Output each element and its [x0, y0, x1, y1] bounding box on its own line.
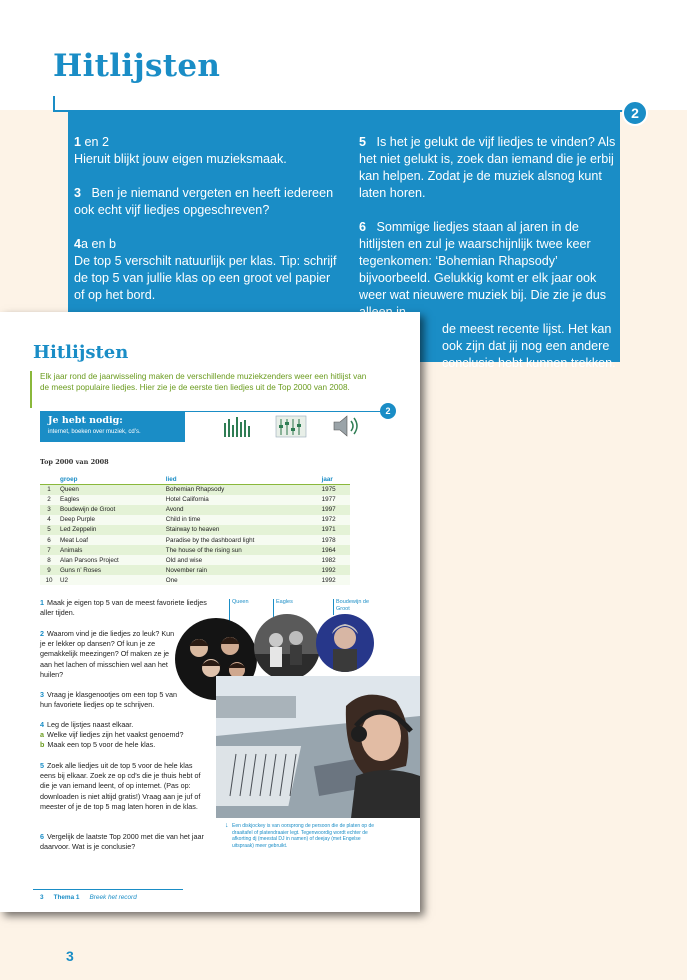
table-row: [40, 565, 350, 575]
cell-group: U2: [58, 575, 164, 585]
cell-song: The house of the rising sun: [164, 545, 320, 555]
question-2: 2 Waarom vind je die liedjes zo leuk? Kun je er lekker op dansen? Of kun je ze gemakkelijk meezingen? Of maken ze je aan het lachen of misschien wel aan het huilen?: [40, 629, 175, 679]
cell-song: Old and wise: [164, 555, 320, 565]
top2000-table: [40, 475, 350, 585]
intro-text: Elk jaar rond de jaarwisseling maken de verschillende muziekzenders weer een hitlijst van de meest populaire liedjes. Hier zie je de eerste tien liedjes uit de Top 2000 van 2008.: [40, 372, 367, 392]
cell-song: Avond: [164, 505, 320, 515]
table-row: [40, 555, 350, 565]
table-row: [40, 575, 350, 585]
table-row: [40, 525, 350, 535]
cell-song: One: [164, 575, 320, 585]
cell-song: Stairway to heaven: [164, 525, 320, 535]
cell-year: 1964: [320, 545, 350, 555]
cell-rank: 4: [40, 515, 58, 525]
question-3: 3 Vraag je klasgenootjes om een top 5 van hun favoriete liedjes op te schrijven.: [40, 690, 177, 710]
answer-5: 5 Is het je gelukt de vijf liedjes te vinden? Als het niet gelukt is, zoek dan iemand die je erbij kan helpen. Zodat je de muziek alsnog kunt laten horen.: [359, 135, 616, 200]
question-4: 4 Leg de lijstjes naast elkaar. a Welke vijf liedjes zijn het vaakst genoemd? b Maak een top 5 voor de hele klas.: [40, 720, 184, 750]
scan-badge: 2: [380, 403, 396, 419]
label-queen: Queen: [232, 599, 249, 605]
cell-year: 1992: [320, 565, 350, 575]
cell-song: Child in time: [164, 515, 320, 525]
cell-group: Boudewijn de Groot: [58, 505, 164, 515]
workbook-page-scan: [0, 312, 420, 912]
footer-page: 3: [40, 894, 44, 901]
caption-arrow-icon: ↓: [225, 822, 229, 829]
cell-song: Hotel California: [164, 495, 320, 505]
table-row: [40, 505, 350, 515]
cell-group: Led Zeppelin: [58, 525, 164, 535]
cell-song: Bohemian Rhapsody: [164, 485, 320, 495]
answer-3: 3 Ben je niemand vergeten en heeft iedereen ook echt vijf liedjes opgeschreven?: [74, 186, 334, 217]
cell-group: Deep Purple: [58, 515, 164, 525]
speaker-icon: [330, 413, 362, 439]
table-row: [40, 535, 350, 545]
answer-1: 1 en 2 Hieruit blijkt jouw eigen muzieksmaak.: [74, 135, 287, 166]
cell-group: Guns n’ Roses: [58, 565, 164, 575]
cell-year: 1972: [320, 515, 350, 525]
cell-year: 1982: [320, 555, 350, 565]
section-badge: 2: [622, 100, 648, 126]
question-6: 6 Vergelijk de laatste Top 2000 met die van het jaar daarvoor. Wat is je conclusie?: [40, 832, 204, 852]
scan-title: Hitlijsten: [33, 342, 129, 363]
boudewijn-photo: [316, 614, 374, 672]
question-5: 5 Zoek alle liedjes uit de top 5 voor de hele klas eens bij elkaar. Zoek ze op cd’s die je thuis hebt of die je van iemand leent, of op internet. (Pas op: downloaden is niet altijd gratis!) Vraag aan je juf of meester of je de top 5 mag laten horen in de klas.: [40, 761, 201, 811]
cell-year: 1971: [320, 525, 350, 535]
cell-rank: 1: [40, 485, 58, 495]
cell-rank: 6: [40, 535, 58, 545]
cell-year: 1978: [320, 535, 350, 545]
cell-year: 1977: [320, 495, 350, 505]
page-title: Hitlijsten: [53, 48, 221, 84]
needs-box: [40, 412, 185, 442]
cell-year: 1975: [320, 485, 350, 495]
question-1: 1 Maak je eigen top 5 van de meest favoriete liedjes aller tijden.: [40, 598, 207, 618]
label-line: [333, 599, 334, 615]
table-row: [40, 495, 350, 505]
answer-6-continued: de meest recente lijst. Het kan ook zijn dat jij nog een andere conclusie hebt kunnen trekken.: [442, 322, 616, 370]
cell-group: Animals: [58, 545, 164, 555]
table-row: [40, 515, 350, 525]
cell-rank: 8: [40, 555, 58, 565]
eagles-photo: [254, 614, 320, 680]
footer-title: Breek het record: [89, 894, 137, 901]
cell-rank: 7: [40, 545, 58, 555]
col-group: groep: [58, 475, 164, 485]
page-number: 3: [66, 948, 74, 964]
answer-column-left: [74, 134, 342, 321]
intro-bar: [30, 371, 32, 408]
equalizer-icon: [222, 413, 254, 439]
mixer-icon: [275, 413, 307, 439]
label-eagles: Eagles: [276, 599, 293, 605]
table-row: [40, 545, 350, 555]
answer-4: 4a en b De top 5 verschilt natuurlijk per klas. Tip: schrijf de top 5 van jullie klas op een groot vel papier of op het bord.: [74, 237, 337, 302]
needs-title: Je hebt nodig:: [48, 415, 123, 426]
col-year: jaar: [320, 475, 350, 485]
table-header: [40, 475, 350, 485]
needs-text: internet, boeken over muziek, cd’s.: [48, 429, 141, 435]
dj-studio-photo: [216, 676, 420, 818]
cell-year: 1992: [320, 575, 350, 585]
label-boudewijn: Boudewijn de Groot: [336, 599, 370, 612]
cell-group: Alan Parsons Project: [58, 555, 164, 565]
cell-rank: 5: [40, 525, 58, 535]
photo-caption: Een diskjockey is van oorsprong de persoon die de platen op de draaitafel of platendraaier legt. Tegenwoordig wordt echter de afkorting dj (meestal DJ in namen) of deejay (met Engelse uitspraak) meer gebruikt.: [232, 823, 375, 849]
cell-group: Queen: [58, 485, 164, 495]
cell-year: 1997: [320, 505, 350, 515]
cell-rank: 10: [40, 575, 58, 585]
cell-group: Eagles: [58, 495, 164, 505]
cell-song: Paradise by the dashboard light: [164, 535, 320, 545]
answer-6: 6 Sommige liedjes staan al jaren in de hitlijsten en zul je waarschijnlijk twee keer tegenkomen: ‘Bohemian Rhapsody’ bijvoorbeeld. Gelukkig komt er elk jaar ook weer wat nieuwere muziek bij. Die zie je dus: [359, 220, 607, 302]
cell-group: Meat Loaf: [58, 535, 164, 545]
cell-rank: 3: [40, 505, 58, 515]
table-row: [40, 485, 350, 495]
scan-footer: [40, 894, 137, 901]
cell-rank: 2: [40, 495, 58, 505]
cell-song: November rain: [164, 565, 320, 575]
col-song: lied: [164, 475, 320, 485]
footer-line: [33, 889, 183, 890]
footer-theme: Thema 1: [53, 894, 80, 901]
cell-rank: 9: [40, 565, 58, 575]
table-title: Top 2000 van 2008: [40, 458, 109, 466]
